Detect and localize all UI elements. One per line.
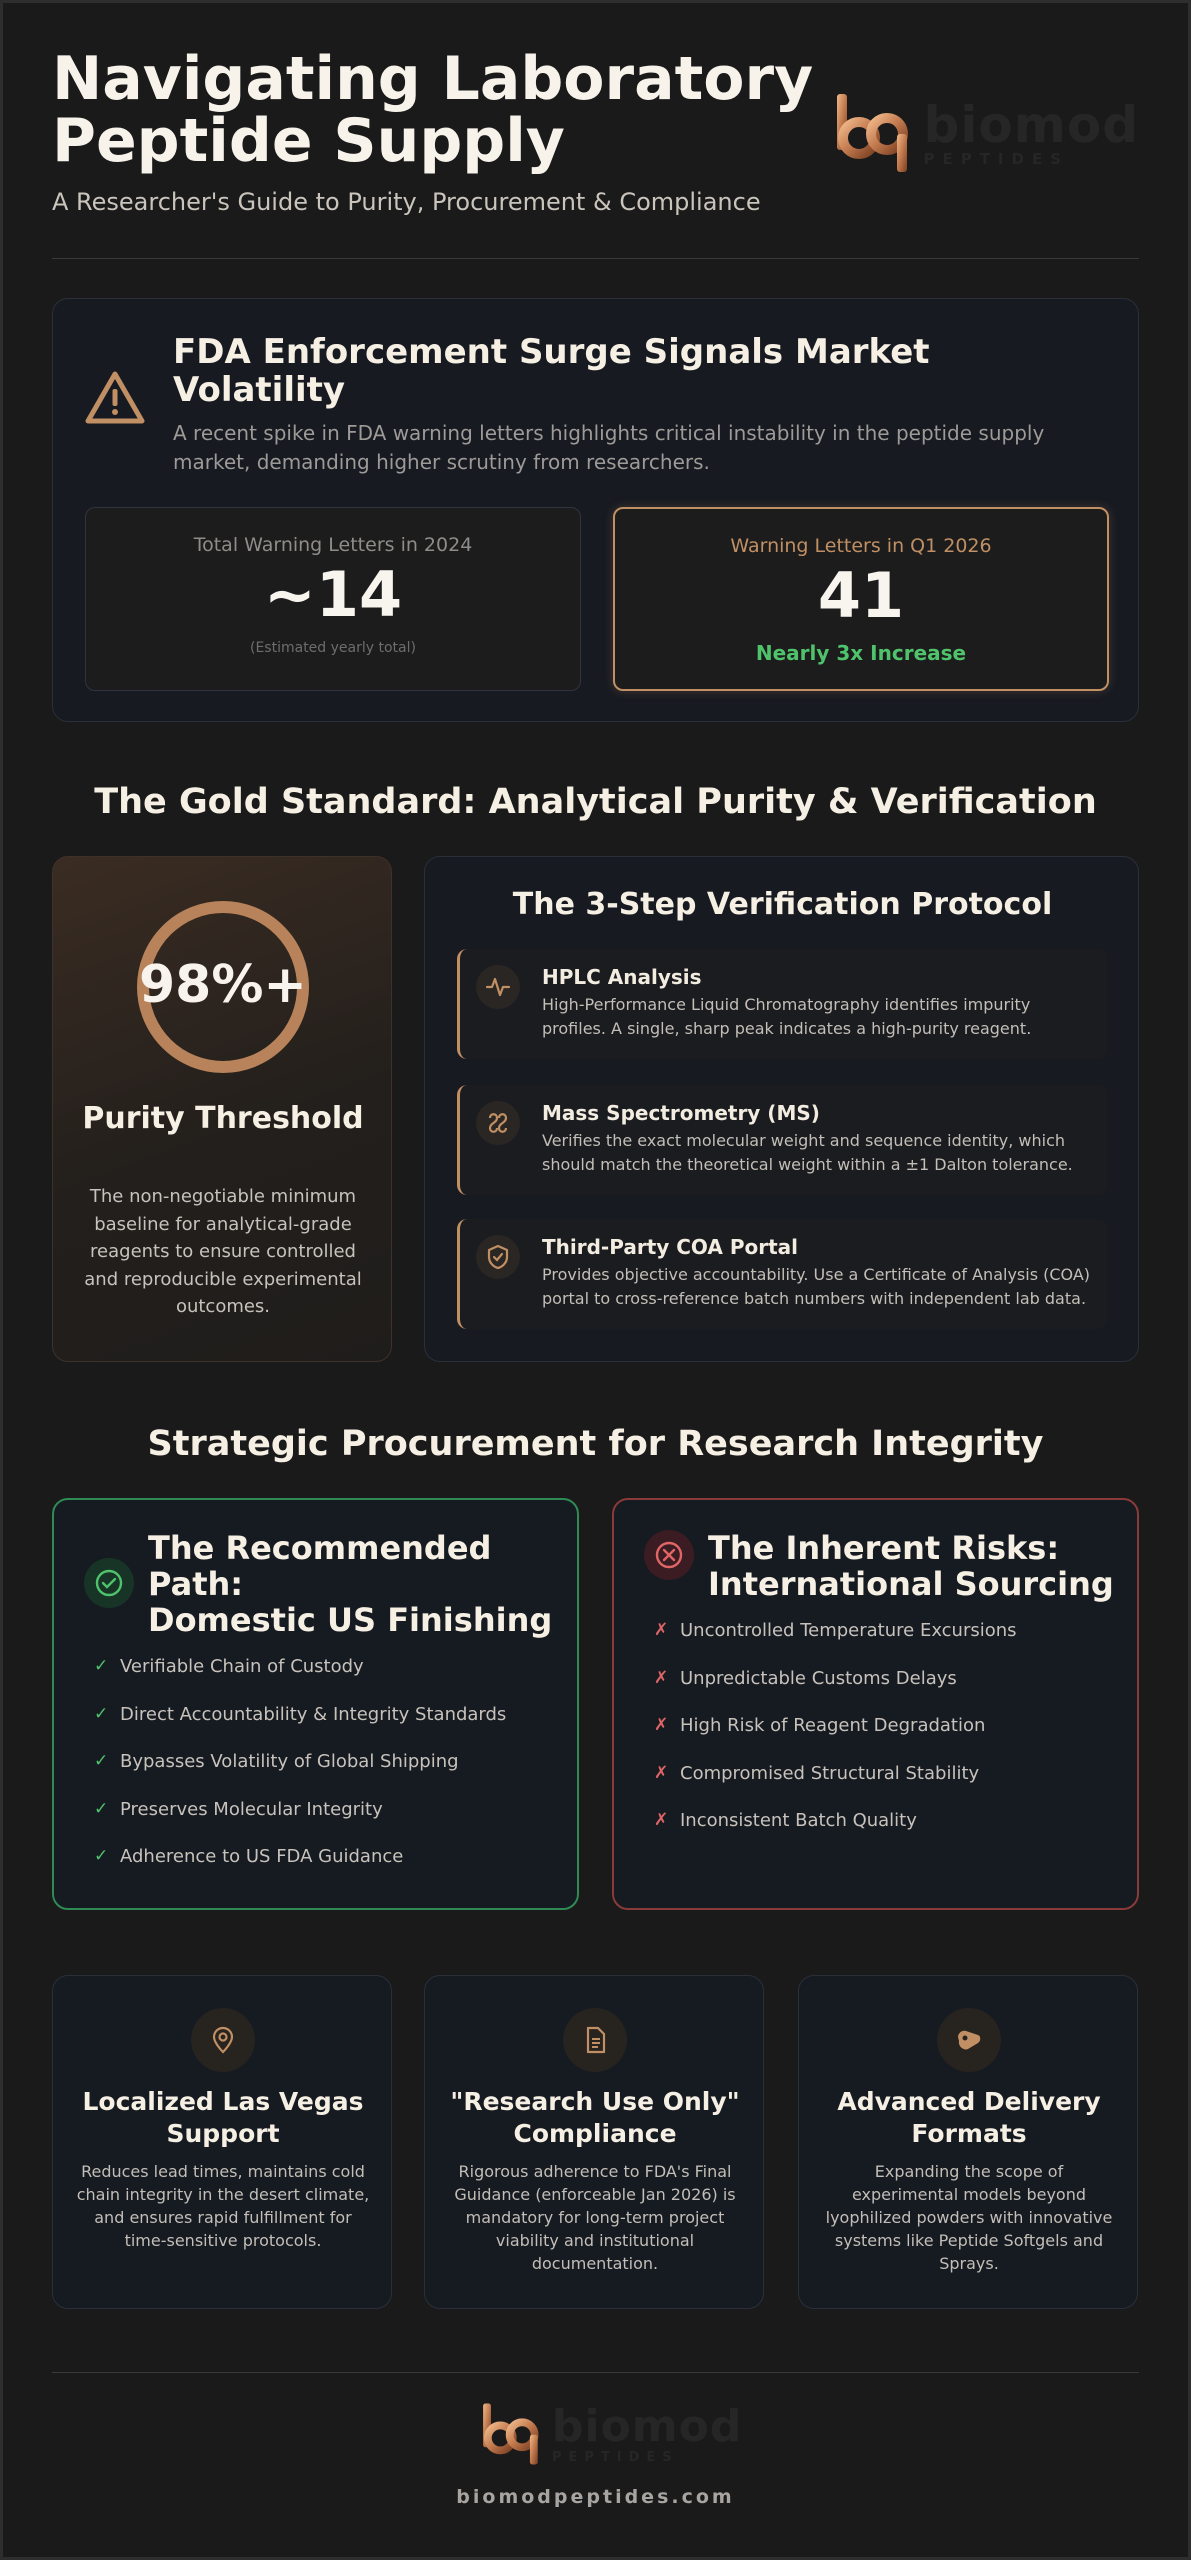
purity-description: The non-negotiable minimum baseline for analytical-grade reagents to ensure controlled and reproducible experimental outcomes. bbox=[84, 1186, 362, 1317]
fda-title: FDA Enforcement Surge Signals Market Volatility bbox=[173, 332, 930, 410]
list-item bbox=[654, 1620, 1124, 1668]
stat-label: Total Warning Letters in 2024 bbox=[193, 534, 473, 556]
step-coa-portal bbox=[457, 1219, 1107, 1329]
recommended-path-card bbox=[52, 1498, 579, 1910]
title-line-2: Peptide Supply bbox=[52, 106, 565, 176]
map-pin-icon bbox=[191, 2008, 255, 2072]
recommended-path-title bbox=[148, 1530, 568, 1638]
cross-mark-icon: ✗ bbox=[654, 1667, 669, 1688]
cross-mark-icon: ✗ bbox=[654, 1620, 669, 1640]
check-mark-icon: ✓ bbox=[94, 1798, 109, 1819]
feature-title: "Research Use Only" Compliance bbox=[450, 2087, 740, 2148]
feature-title: Localized Las Vegas Support bbox=[82, 2087, 364, 2148]
footer-divider bbox=[52, 2372, 1139, 2373]
risk-list bbox=[654, 1620, 1124, 1858]
title-line-1: Navigating Laboratory bbox=[52, 44, 814, 114]
verification-protocol-panel bbox=[424, 856, 1139, 1362]
title-line: International Sourcing bbox=[708, 1565, 1114, 1603]
check-mark-icon: ✓ bbox=[94, 1751, 109, 1771]
step-description: Provides objective accountability. Use a Certificate of Analysis (COA) portal to cross-reference batch numbers with independent lab data. bbox=[542, 1265, 1091, 1308]
document-icon bbox=[563, 2008, 627, 2072]
increase-badge: Nearly 3x Increase bbox=[755, 641, 967, 665]
feature-description: Reduces lead times, maintains cold chain integrity in the desert climate, and ensures rapid fulfillment for time-sensitive protocols. bbox=[76, 2162, 370, 2250]
stat-note: (Estimated yearly total) bbox=[250, 640, 416, 656]
stat-value: ~14 bbox=[263, 558, 403, 631]
list-item bbox=[94, 1751, 564, 1799]
footer-url-link[interactable]: biomodpeptides.com bbox=[456, 2486, 735, 2508]
bp-logo-icon bbox=[480, 2402, 544, 2466]
purity-card bbox=[52, 856, 392, 1362]
list-item bbox=[654, 1763, 1124, 1811]
list-item-text: Bypasses Volatility of Global Shipping bbox=[120, 1751, 459, 1772]
warning-triangle-icon bbox=[83, 369, 147, 427]
step-hplc bbox=[457, 949, 1107, 1059]
list-item-text: Uncontrolled Temperature Excursions bbox=[680, 1620, 1017, 1641]
stat-value: 41 bbox=[817, 559, 905, 632]
logo-wordmark: biomod bbox=[552, 2400, 743, 2452]
cross-mark-icon: ✗ bbox=[654, 1762, 669, 1783]
step-title: Third-Party COA Portal bbox=[542, 1235, 799, 1259]
stat-card-2024 bbox=[85, 507, 581, 691]
page-title bbox=[52, 44, 852, 176]
list-item-text: Compromised Structural Stability bbox=[680, 1762, 980, 1784]
list-item bbox=[94, 1799, 564, 1847]
pill-icon bbox=[937, 2008, 1001, 2072]
inherent-risks-card bbox=[612, 1498, 1139, 1910]
benefit-list bbox=[94, 1656, 564, 1894]
footer-logo[interactable] bbox=[480, 2402, 742, 2466]
title-line: The Inherent Risks: bbox=[708, 1529, 1060, 1567]
list-item bbox=[94, 1704, 564, 1752]
header bbox=[52, 44, 1139, 258]
purity-value: 98%+ bbox=[138, 955, 308, 1015]
list-item bbox=[654, 1668, 1124, 1716]
x-circle-icon bbox=[644, 1530, 694, 1580]
check-circle-icon bbox=[84, 1558, 134, 1608]
list-item-text: Adherence to US FDA Guidance bbox=[120, 1846, 404, 1867]
header-divider bbox=[52, 258, 1139, 259]
section-title-gold-standard: The Gold Standard: Analytical Purity & Verification bbox=[94, 782, 1097, 822]
logo-wordmark: biomod bbox=[923, 95, 1139, 154]
feature-card-compliance bbox=[424, 1975, 764, 2309]
brand-logo[interactable] bbox=[833, 92, 1139, 174]
bp-logo-icon bbox=[833, 92, 915, 174]
shield-check-icon bbox=[476, 1235, 520, 1279]
logo-subtext: PEPTIDES bbox=[923, 149, 1070, 168]
stat-label: Warning Letters in Q1 2026 bbox=[730, 535, 992, 557]
protocol-title: The 3-Step Verification Protocol bbox=[512, 887, 1053, 922]
step-description: High-Performance Liquid Chromatography identifies impurity profiles. A single, sharp peak indicates a high-purity reagent. bbox=[542, 995, 1032, 1038]
cross-mark-icon: ✗ bbox=[654, 1810, 669, 1830]
list-item-text: Verifiable Chain of Custody bbox=[120, 1656, 364, 1677]
step-description: Verifies the exact molecular weight and sequence identity, which should match the theoretical weight within a ±1 Dalton tolerance. bbox=[542, 1131, 1073, 1174]
purity-title: Purity Threshold bbox=[82, 1101, 364, 1136]
feature-card-las-vegas bbox=[52, 1975, 392, 2309]
list-item-text: Preserves Molecular Integrity bbox=[120, 1798, 383, 1820]
list-item-text: Unpredictable Customs Delays bbox=[680, 1667, 957, 1689]
feature-title: Advanced Delivery Formats bbox=[837, 2087, 1101, 2148]
list-item bbox=[654, 1715, 1124, 1763]
check-mark-icon: ✓ bbox=[94, 1846, 109, 1866]
step-mass-spectrometry bbox=[457, 1085, 1107, 1195]
feature-card-delivery bbox=[798, 1975, 1138, 2309]
list-item bbox=[654, 1810, 1124, 1858]
activity-icon bbox=[476, 965, 520, 1009]
step-title: HPLC Analysis bbox=[542, 965, 702, 989]
list-item-text: Direct Accountability & Integrity Standards bbox=[120, 1703, 507, 1725]
logo-subtext: PEPTIDES bbox=[552, 2449, 679, 2465]
molecule-icon bbox=[476, 1101, 520, 1145]
feature-description: Rigorous adherence to FDA's Final Guidance (enforceable Jan 2026) is mandatory for long-term project viability and institutional documentation. bbox=[454, 2162, 736, 2273]
page-subtitle: A Researcher's Guide to Purity, Procurement & Compliance bbox=[52, 188, 761, 216]
list-item-text: High Risk of Reagent Degradation bbox=[680, 1715, 986, 1736]
feature-description: Expanding the scope of experimental models beyond lyophilized powders with innovative systems like Peptide Softgels and Sprays. bbox=[825, 2162, 1113, 2273]
fda-enforcement-panel bbox=[52, 298, 1139, 722]
stat-card-q1-2026 bbox=[613, 507, 1109, 691]
check-mark-icon: ✓ bbox=[94, 1656, 109, 1676]
cross-mark-icon: ✗ bbox=[654, 1715, 669, 1735]
section-title-procurement: Strategic Procurement for Research Integrity bbox=[147, 1424, 1044, 1464]
check-mark-icon: ✓ bbox=[94, 1703, 109, 1724]
title-line: Domestic US Finishing bbox=[148, 1601, 553, 1639]
inherent-risks-title bbox=[708, 1530, 1128, 1602]
list-item bbox=[94, 1846, 564, 1894]
fda-description: A recent spike in FDA warning letters highlights critical instability in the peptide supply market, demanding higher scrutiny from researchers. bbox=[173, 421, 1045, 474]
title-line: The Recommended bbox=[148, 1529, 492, 1567]
list-item-text: Inconsistent Batch Quality bbox=[680, 1810, 917, 1831]
title-line: Path: bbox=[148, 1565, 244, 1603]
step-title: Mass Spectrometry (MS) bbox=[542, 1101, 820, 1125]
list-item bbox=[94, 1656, 564, 1704]
